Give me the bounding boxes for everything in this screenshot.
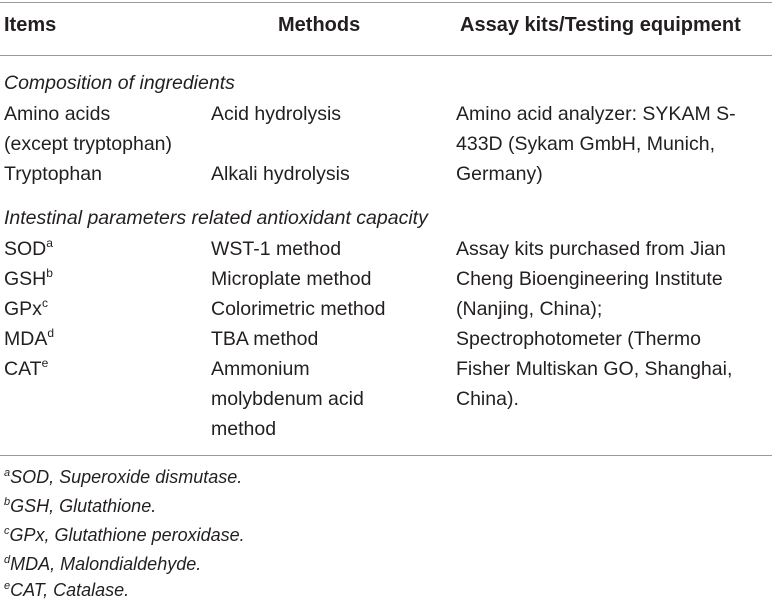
amino-acids-method: Acid hydrolysis bbox=[211, 103, 342, 125]
intestinal-equipment-line3: (Nanjing, China); bbox=[456, 298, 603, 320]
gpx-method: Colorimetric method bbox=[211, 298, 386, 320]
cat-item: CAT$^e$ bbox=[4, 356, 49, 380]
amino-acids-equipment-line2: 433D (Sykam GmbH, Munich, bbox=[456, 133, 715, 155]
header-equipment: Assay kits/Testing equipment bbox=[460, 14, 741, 36]
header-methods: Methods bbox=[278, 14, 361, 36]
gsh-item: GSH$^b$ bbox=[4, 266, 53, 290]
footnote-cat: $^e$CAT, Catalase. bbox=[4, 580, 130, 600]
intestinal-equipment-line6: China). bbox=[456, 388, 519, 410]
gsh-method: Microplate method bbox=[211, 268, 372, 290]
intestinal-equipment-line5: Fisher Multiskan GO, Shanghai, bbox=[456, 358, 733, 380]
amino-acids-equipment-line1: Amino acid analyzer: SYKAM S- bbox=[456, 103, 736, 125]
amino-acids-item-note: (except tryptophan) bbox=[4, 133, 173, 155]
mda-item: MDA$^d$ bbox=[4, 326, 55, 350]
amino-acids-equipment-line3: Germany) bbox=[456, 163, 543, 185]
header-items: Items bbox=[4, 14, 57, 36]
table-bottom-rule bbox=[0, 455, 772, 456]
section-intestinal: Intestinal parameters related antioxidant capacity bbox=[4, 207, 428, 229]
sod-item: SOD$^a$ bbox=[4, 236, 53, 260]
footnote-gpx: $^c$GPx, Glutathione peroxidase. bbox=[4, 525, 245, 545]
footnote-gsh: $^b$GSH, Glutathione. bbox=[4, 496, 157, 516]
footnote-sod: $^a$SOD, Superoxide dismutase. bbox=[4, 467, 243, 487]
intestinal-equipment-line1: Assay kits purchased from Jian bbox=[456, 238, 726, 260]
intestinal-equipment-line2: Cheng Bioengineering Institute bbox=[456, 268, 723, 290]
cat-method-line2: molybdenum acid bbox=[211, 388, 364, 410]
sod-method: WST-1 method bbox=[211, 238, 342, 260]
amino-acids-item: Amino acids bbox=[4, 103, 111, 125]
table-top-rule bbox=[0, 2, 772, 3]
footnote-mda: $^d$MDA, Malondialdehyde. bbox=[4, 554, 202, 574]
intestinal-equipment-line4: Spectrophotometer (Thermo bbox=[456, 328, 701, 350]
section-composition: Composition of ingredients bbox=[4, 72, 235, 94]
tryptophan-item: Tryptophan bbox=[4, 163, 102, 185]
cat-method-line1: Ammonium bbox=[211, 358, 310, 380]
mda-method: TBA method bbox=[211, 328, 319, 350]
cat-method-line3: method bbox=[211, 418, 277, 440]
tryptophan-method: Alkali hydrolysis bbox=[211, 163, 350, 185]
header-rule bbox=[0, 55, 772, 56]
gpx-item: GPx$^c$ bbox=[4, 296, 48, 320]
